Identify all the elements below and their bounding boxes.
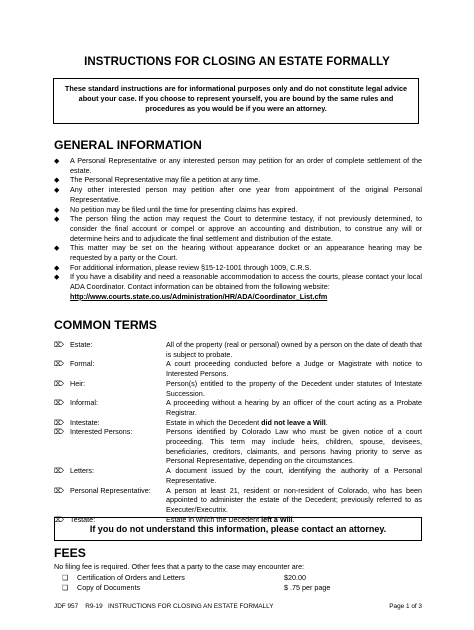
common-terms-heading: COMMON TERMS xyxy=(54,318,157,332)
pointing-hand-icon: ⌦ xyxy=(54,340,65,349)
diamond-bullet-icon: ◆ xyxy=(54,262,60,272)
term-row-intestate: ⌦ Intestate: Estate in which the Decedent did not leave a Will. xyxy=(54,417,328,427)
diamond-bullet-icon: ◆ xyxy=(54,204,60,214)
fees-heading: FEES xyxy=(54,546,86,560)
attorney-notice-box xyxy=(54,514,422,541)
footer-page-number: Page 1 of 3 xyxy=(389,603,422,610)
term-row-formal: ⌦ Formal: A court proceeding conducted before a Judge or Magistrate with notice to Interested Persons. xyxy=(54,359,422,379)
pointing-hand-icon: ⌦ xyxy=(54,378,65,388)
general-info-heading: GENERAL INFORMATION xyxy=(54,138,202,152)
checkbox-icon: ❑ xyxy=(62,583,69,592)
attorney-notice-text: If you do not understand this information, please contact an attorney. xyxy=(89,524,387,534)
page-footer xyxy=(54,603,422,610)
list-item: ◆ The person filing the action may request the Court to determine testacy, if not previously determined, to consider the final account or compel or approve an accounting and distribution, to construe any will or determine heirs and to adjudicate the final settlement and distribution of the estate. xyxy=(54,214,422,243)
term-row-interested-persons: ⌦ Interested Persons: Persons identified by Colorado Law who must be given notice of a court proceeding. This term may include heirs, children, spouse, devisees, beneficiaries, creditors, claimants, and persons having priority to serve as Personal Representative, depending on the circumstances. xyxy=(54,427,422,466)
term-row-informal: ⌦ Informal: A proceeding without a hearing by an officer of the court acting as a Probate Registrar. xyxy=(54,398,422,417)
diamond-bullet-icon: ◆ xyxy=(54,175,60,185)
term-row-testate: ⌦ Testate: Estate in which the Decedent left a Will. xyxy=(54,514,295,524)
diamond-bullet-icon: ◆ xyxy=(54,156,60,165)
term-row-letters: ⌦ Letters: A document issued by the court, identifying the authority of a Personal Representative. xyxy=(54,466,422,485)
pointing-hand-icon: ⌦ xyxy=(54,359,65,369)
list-item: ◆ This matter may be set on the hearing without appearance docket or an appearance hearing may be requested by a party or the Court. xyxy=(54,243,422,263)
list-item: ◆ A Personal Representative or any interested person may petition for an order of complete settlement of the estate. xyxy=(54,156,422,175)
pointing-hand-icon: ⌦ xyxy=(54,485,65,495)
list-item: ◆ If you have a disability and need a reasonable accommodation to access the courts, please contact your local ADA Coordinator. Contact information can be obtained from the following website: http://www.courts.state.co.us/Administration/HR/ADA/Coordinator_List.cfm xyxy=(54,272,422,301)
term-row-heir: ⌦ Heir: Person(s) entitled to the property of the Decedent under statutes of Intestate Succession. xyxy=(54,378,422,398)
list-item: ◆ For additional information, please review §15-12-1001 through 1009, C.R.S. xyxy=(54,262,312,272)
ada-coordinator-link[interactable]: http://www.courts.state.co.us/Administration/HR/ADA/Coordinator_List.cfm xyxy=(70,291,328,301)
common-terms-list xyxy=(54,340,422,524)
fees-intro: No filing fee is required. Other fees that a party to the case may encounter are: xyxy=(54,562,305,571)
term-row-estate: ⌦ Estate: All of the property (real or personal) owned by a person on the date of death that is subject to probate. xyxy=(54,340,422,359)
list-item: ◆ No petition may be filed until the time for presenting claims has expired. xyxy=(54,204,298,214)
fee-row-certification: ❑ Certification of Orders and Letters $20.00 xyxy=(62,573,306,582)
list-item: ◆ Any other interested person may petition after one year from appointment of the original Personal Representative. xyxy=(54,185,422,204)
disclaimer-box xyxy=(53,78,419,124)
diamond-bullet-icon: ◆ xyxy=(54,185,60,195)
pointing-hand-icon: ⌦ xyxy=(54,427,65,437)
pointing-hand-icon: ⌦ xyxy=(54,417,65,427)
list-item: ◆ The Personal Representative may file a petition at any time. xyxy=(54,175,261,185)
pointing-hand-icon: ⌦ xyxy=(54,466,65,476)
term-row-personal-representative: ⌦ Personal Representative: A person at least 21, resident or non-resident of Colorado, who has been appointed to administer the estate of the Decedent; previously referred to as Executer/Executrix. xyxy=(54,485,422,514)
diamond-bullet-icon: ◆ xyxy=(54,214,60,224)
general-info-list xyxy=(54,156,422,302)
diamond-bullet-icon: ◆ xyxy=(54,272,60,282)
checkbox-icon: ❑ xyxy=(62,573,69,582)
pointing-hand-icon: ⌦ xyxy=(54,514,65,524)
footer-form-id: JDF 957 R9-19 INSTRUCTIONS FOR CLOSING AN ESTATE FORMALLY xyxy=(54,603,274,610)
fee-row-copies: ❑ Copy of Documents $ .75 per page xyxy=(62,583,331,592)
diamond-bullet-icon: ◆ xyxy=(54,243,60,253)
pointing-hand-icon: ⌦ xyxy=(54,398,65,408)
disclaimer-text: These standard instructions are for informational purposes only and do not constitute legal advice about your case. If you choose to represent yourself, you are bound by the same rules and procedures as you would be if you were an attorney. xyxy=(64,84,408,113)
document-title: INSTRUCTIONS FOR CLOSING AN ESTATE FORMALLY xyxy=(84,56,390,68)
